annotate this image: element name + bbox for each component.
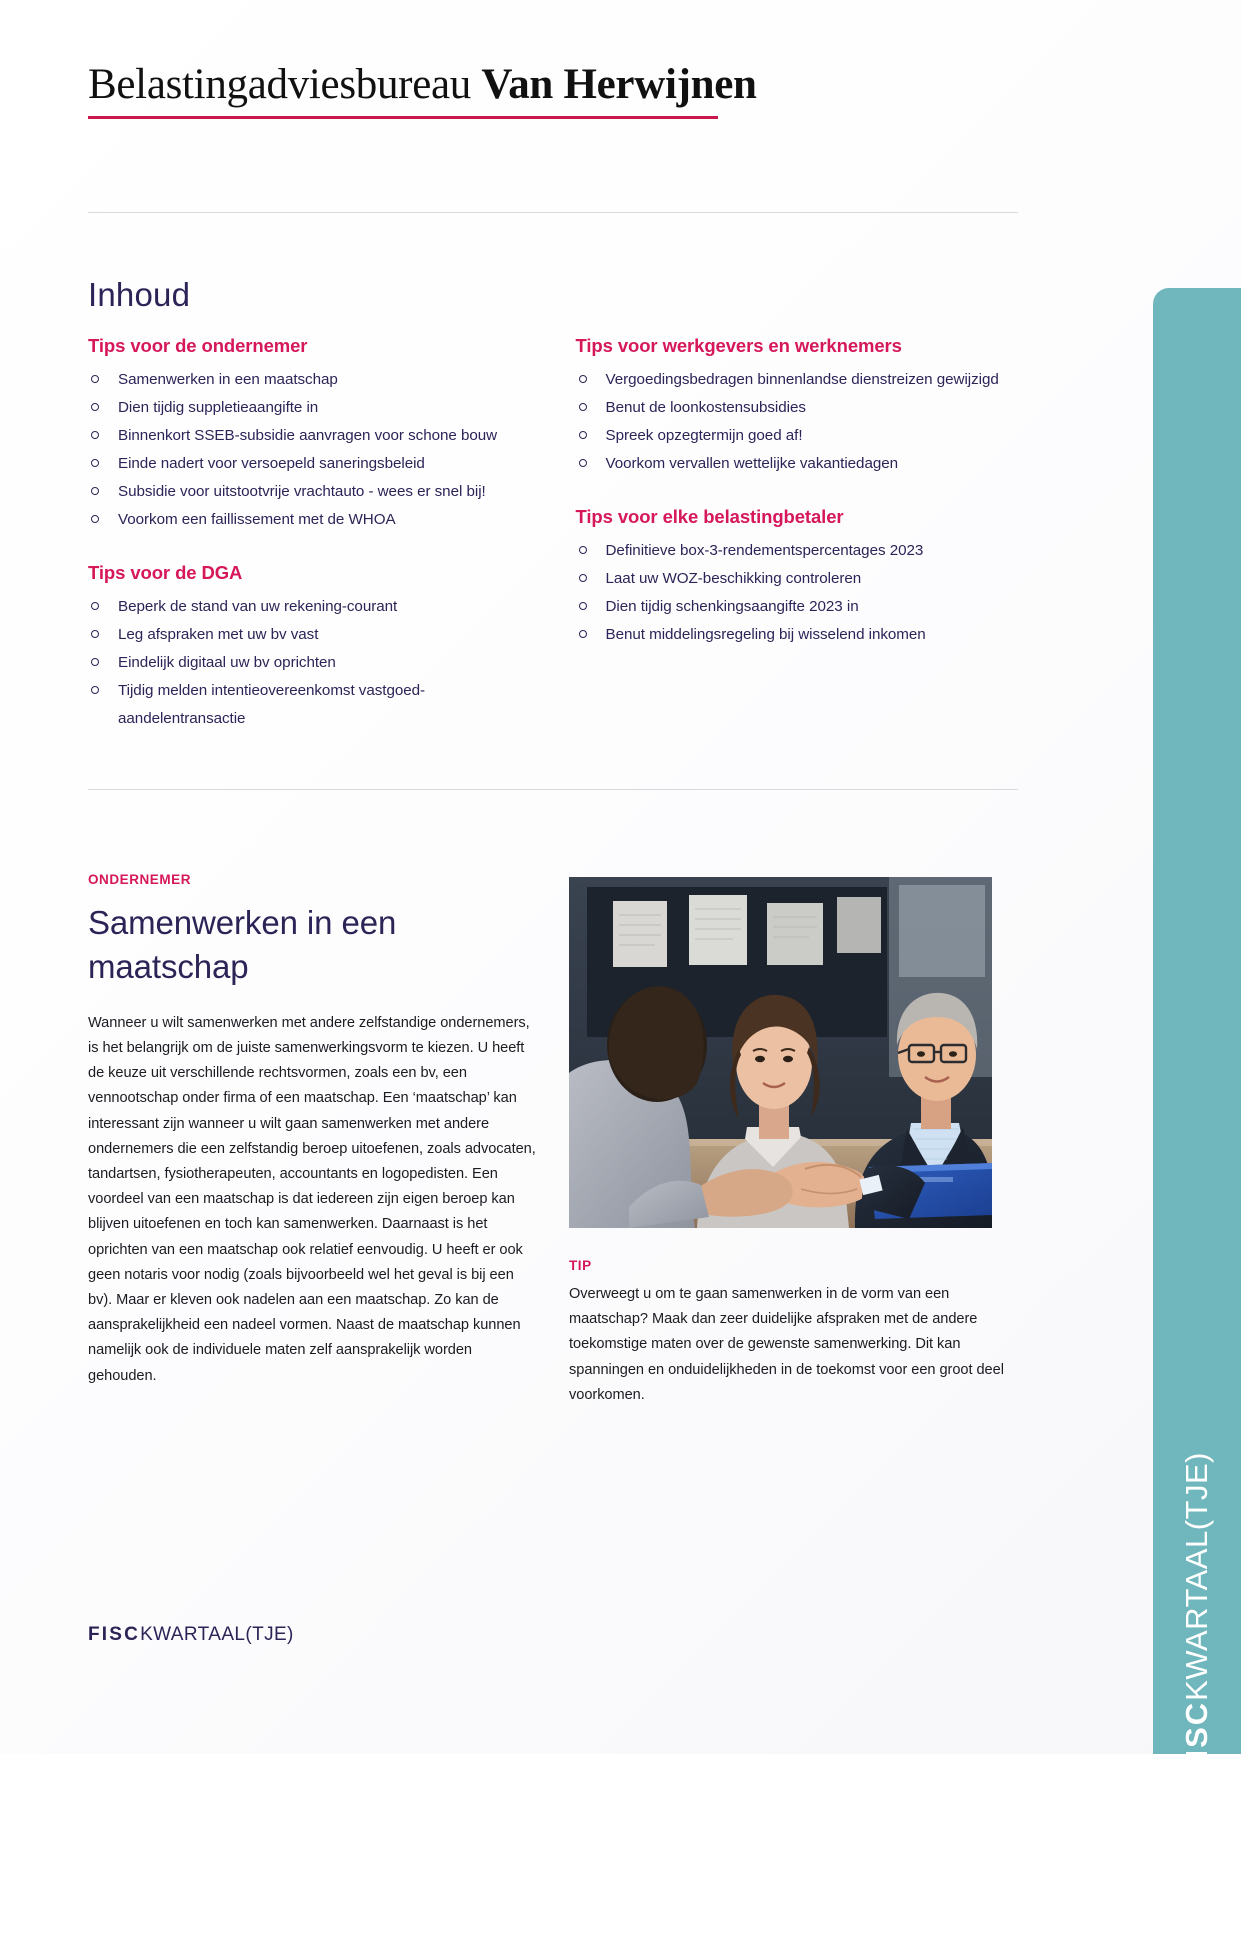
- list-item-label: Vergoedingsbedragen binnenlandse dienstreizen gewijzigd: [605, 371, 999, 388]
- article-kicker: ONDERNEMER: [88, 872, 192, 887]
- circle-bullet-icon: [579, 574, 587, 582]
- toc-list: [88, 593, 536, 733]
- toc-group-dga: [88, 562, 536, 733]
- side-brand-rest: KWARTAAL(TJE): [1179, 1452, 1215, 1701]
- list-item-label: Laat uw WOZ-beschikking controleren: [605, 570, 862, 587]
- circle-bullet-icon: [579, 630, 587, 638]
- side-tab-vertical-text: [1179, 1452, 1215, 1948]
- issue-label: Nr. 1 Februari 2024: [1194, 1805, 1212, 1948]
- masthead-name-bold: Van Herwijnen: [481, 61, 757, 108]
- meeting-handshake-illustration: [569, 877, 992, 1228]
- circle-bullet-icon: [91, 515, 99, 523]
- article-title: Samenwerken in een maatschap: [88, 904, 397, 985]
- side-brand-bold: FISC: [1179, 1700, 1215, 1780]
- toc-group-title: Tips voor de ondernemer: [88, 335, 308, 356]
- article-body: [88, 1011, 538, 1389]
- list-item[interactable]: [88, 394, 536, 422]
- tip-body: Overweegt u om te gaan samenwerken in de vorm van een maatschap? Maak dan zeer duidelijke afspraken met de andere toekomstige maten over de gewenste samenwerking. Dit kan spanningen en onduidelijkheden in de toekomst voor een groot deel voorkomen.: [569, 1286, 1004, 1403]
- masthead: [88, 61, 757, 119]
- toc-group-belastingbetaler: [576, 506, 1024, 649]
- list-item[interactable]: [88, 593, 536, 621]
- list-item-label: Samenwerken in een maatschap: [118, 371, 338, 388]
- list-item-label: Eindelijk digitaal uw bv oprichten: [118, 654, 336, 671]
- list-item[interactable]: [576, 394, 1024, 422]
- article-paragraph: Wanneer u wilt samenwerken met andere zelfstandige ondernemers, is het belangrijk om de juiste samenwerkingsvorm te kiezen. U heeft de keuze uit verschillende rechtsvormen, zoals een bv, een vennootschap onder firma of een maatschap. Een ‘maatschap’ kan interessant zijn wanneer u wilt gaan samenwerken met andere ondernemers die een zelfstandig beroep uitoefenen, zoals advocaten, tandartsen, fysiotherapeuten, accountants en logopedisten. Een voordeel van een maatschap is dat iedereen zijn eigen beroep kan blijven uitoefenen en toch kan samenwerken. Daarnaast is het oprichten van een maatschap ook relatief eenvoudig. U heeft er ook geen notaris voor nodig (zoals bijvoorbeeld wel het geval is bij een bv). Maar er kleven ook nadelen aan een maatschap. Zo kan de aansprakelijkheid een nadeel vormen. Naast de maatschap kunnen namelijk ook de individuele maten zelf aansprakelijk worden gehouden.: [88, 1014, 536, 1384]
- side-tab: [1153, 288, 1241, 1948]
- article: [88, 872, 538, 1389]
- contents-heading: Inhoud: [88, 276, 191, 313]
- list-item-label: Einde nadert voor versoepeld saneringsbeleid: [118, 455, 425, 472]
- tip-block: [569, 1258, 1019, 1408]
- circle-bullet-icon: [91, 459, 99, 467]
- masthead-title: [88, 61, 757, 108]
- toc-group-title: Tips voor de DGA: [88, 562, 243, 583]
- list-item-label: Dien tijdig suppletieaangifte in: [118, 399, 319, 416]
- list-item-label: Dien tijdig schenkingsaangifte 2023 in: [605, 598, 859, 615]
- table-of-contents: [88, 335, 1023, 733]
- circle-bullet-icon: [579, 403, 587, 411]
- circle-bullet-icon: [579, 431, 587, 439]
- list-item[interactable]: [88, 450, 536, 478]
- toc-column-right: [576, 335, 1024, 733]
- tip-label: TIP: [569, 1258, 592, 1273]
- list-item[interactable]: [576, 593, 1024, 621]
- side-tab-inner: [1153, 1452, 1241, 1948]
- list-item-label: Binnenkort SSEB-subsidie aanvragen voor schone bouw: [118, 427, 498, 444]
- list-item-label: Spreek opzegtermijn goed af!: [605, 427, 803, 444]
- list-item[interactable]: [576, 422, 1024, 450]
- circle-bullet-icon: [91, 375, 99, 383]
- article-photo: [569, 877, 992, 1228]
- list-item[interactable]: [88, 677, 536, 733]
- list-item[interactable]: [576, 366, 1024, 394]
- footer-brand-bold: FISC: [88, 1624, 141, 1645]
- list-item[interactable]: [88, 649, 536, 677]
- circle-bullet-icon: [91, 403, 99, 411]
- list-item[interactable]: [576, 537, 1024, 565]
- list-item-label: Leg afspraken met uw bv vast: [118, 626, 319, 643]
- circle-bullet-icon: [579, 375, 587, 383]
- divider-middle: [88, 789, 1018, 790]
- list-item[interactable]: [88, 422, 536, 450]
- circle-bullet-icon: [91, 602, 99, 610]
- circle-bullet-icon: [91, 686, 99, 694]
- toc-column-left: [88, 335, 536, 733]
- list-item[interactable]: [88, 478, 536, 506]
- list-item[interactable]: [88, 366, 536, 394]
- list-item-label: Benut middelingsregeling bij wisselend inkomen: [605, 626, 926, 643]
- masthead-name-regular: Belastingadviesbureau: [88, 61, 482, 108]
- list-item-label: Voorkom een faillissement met de WHOA: [118, 511, 396, 528]
- list-item-label: Beperk de stand van uw rekening-courant: [118, 598, 398, 615]
- masthead-rule: [88, 116, 718, 119]
- divider-top: [88, 212, 1018, 213]
- footer-brand-rest: KWARTAAL(TJE): [140, 1624, 294, 1645]
- side-brand: [1179, 1452, 1215, 1779]
- list-item[interactable]: [576, 621, 1024, 649]
- footer-logo: [88, 1624, 294, 1646]
- circle-bullet-icon: [91, 630, 99, 638]
- list-item-label: Subsidie voor uitstootvrije vrachtauto - wees er snel bij!: [118, 483, 486, 500]
- circle-bullet-icon: [579, 546, 587, 554]
- toc-group-title: Tips voor elke belastingbetaler: [575, 506, 844, 527]
- toc-group-werkgevers: [576, 335, 1024, 478]
- list-item-label: Voorkom vervallen wettelijke vakantiedagen: [605, 455, 899, 472]
- toc-list: [576, 366, 1024, 478]
- list-item[interactable]: [88, 621, 536, 649]
- circle-bullet-icon: [91, 487, 99, 495]
- circle-bullet-icon: [91, 431, 99, 439]
- list-item[interactable]: [576, 450, 1024, 478]
- toc-group-ondernemer: [88, 335, 536, 534]
- circle-bullet-icon: [579, 602, 587, 610]
- circle-bullet-icon: [579, 459, 587, 467]
- toc-list: [576, 537, 1024, 649]
- circle-bullet-icon: [91, 658, 99, 666]
- toc-group-title: Tips voor werkgevers en werknemers: [575, 335, 902, 356]
- toc-list: [88, 366, 536, 534]
- list-item-label: Benut de loonkostensubsidies: [605, 399, 806, 416]
- list-item[interactable]: [576, 565, 1024, 593]
- list-item[interactable]: [88, 506, 536, 534]
- list-item-label: Tijdig melden intentieovereenkomst vastgoed-aandelentransactie: [118, 682, 426, 727]
- list-item-label: Definitieve box-3-rendementspercentages 2023: [605, 542, 924, 559]
